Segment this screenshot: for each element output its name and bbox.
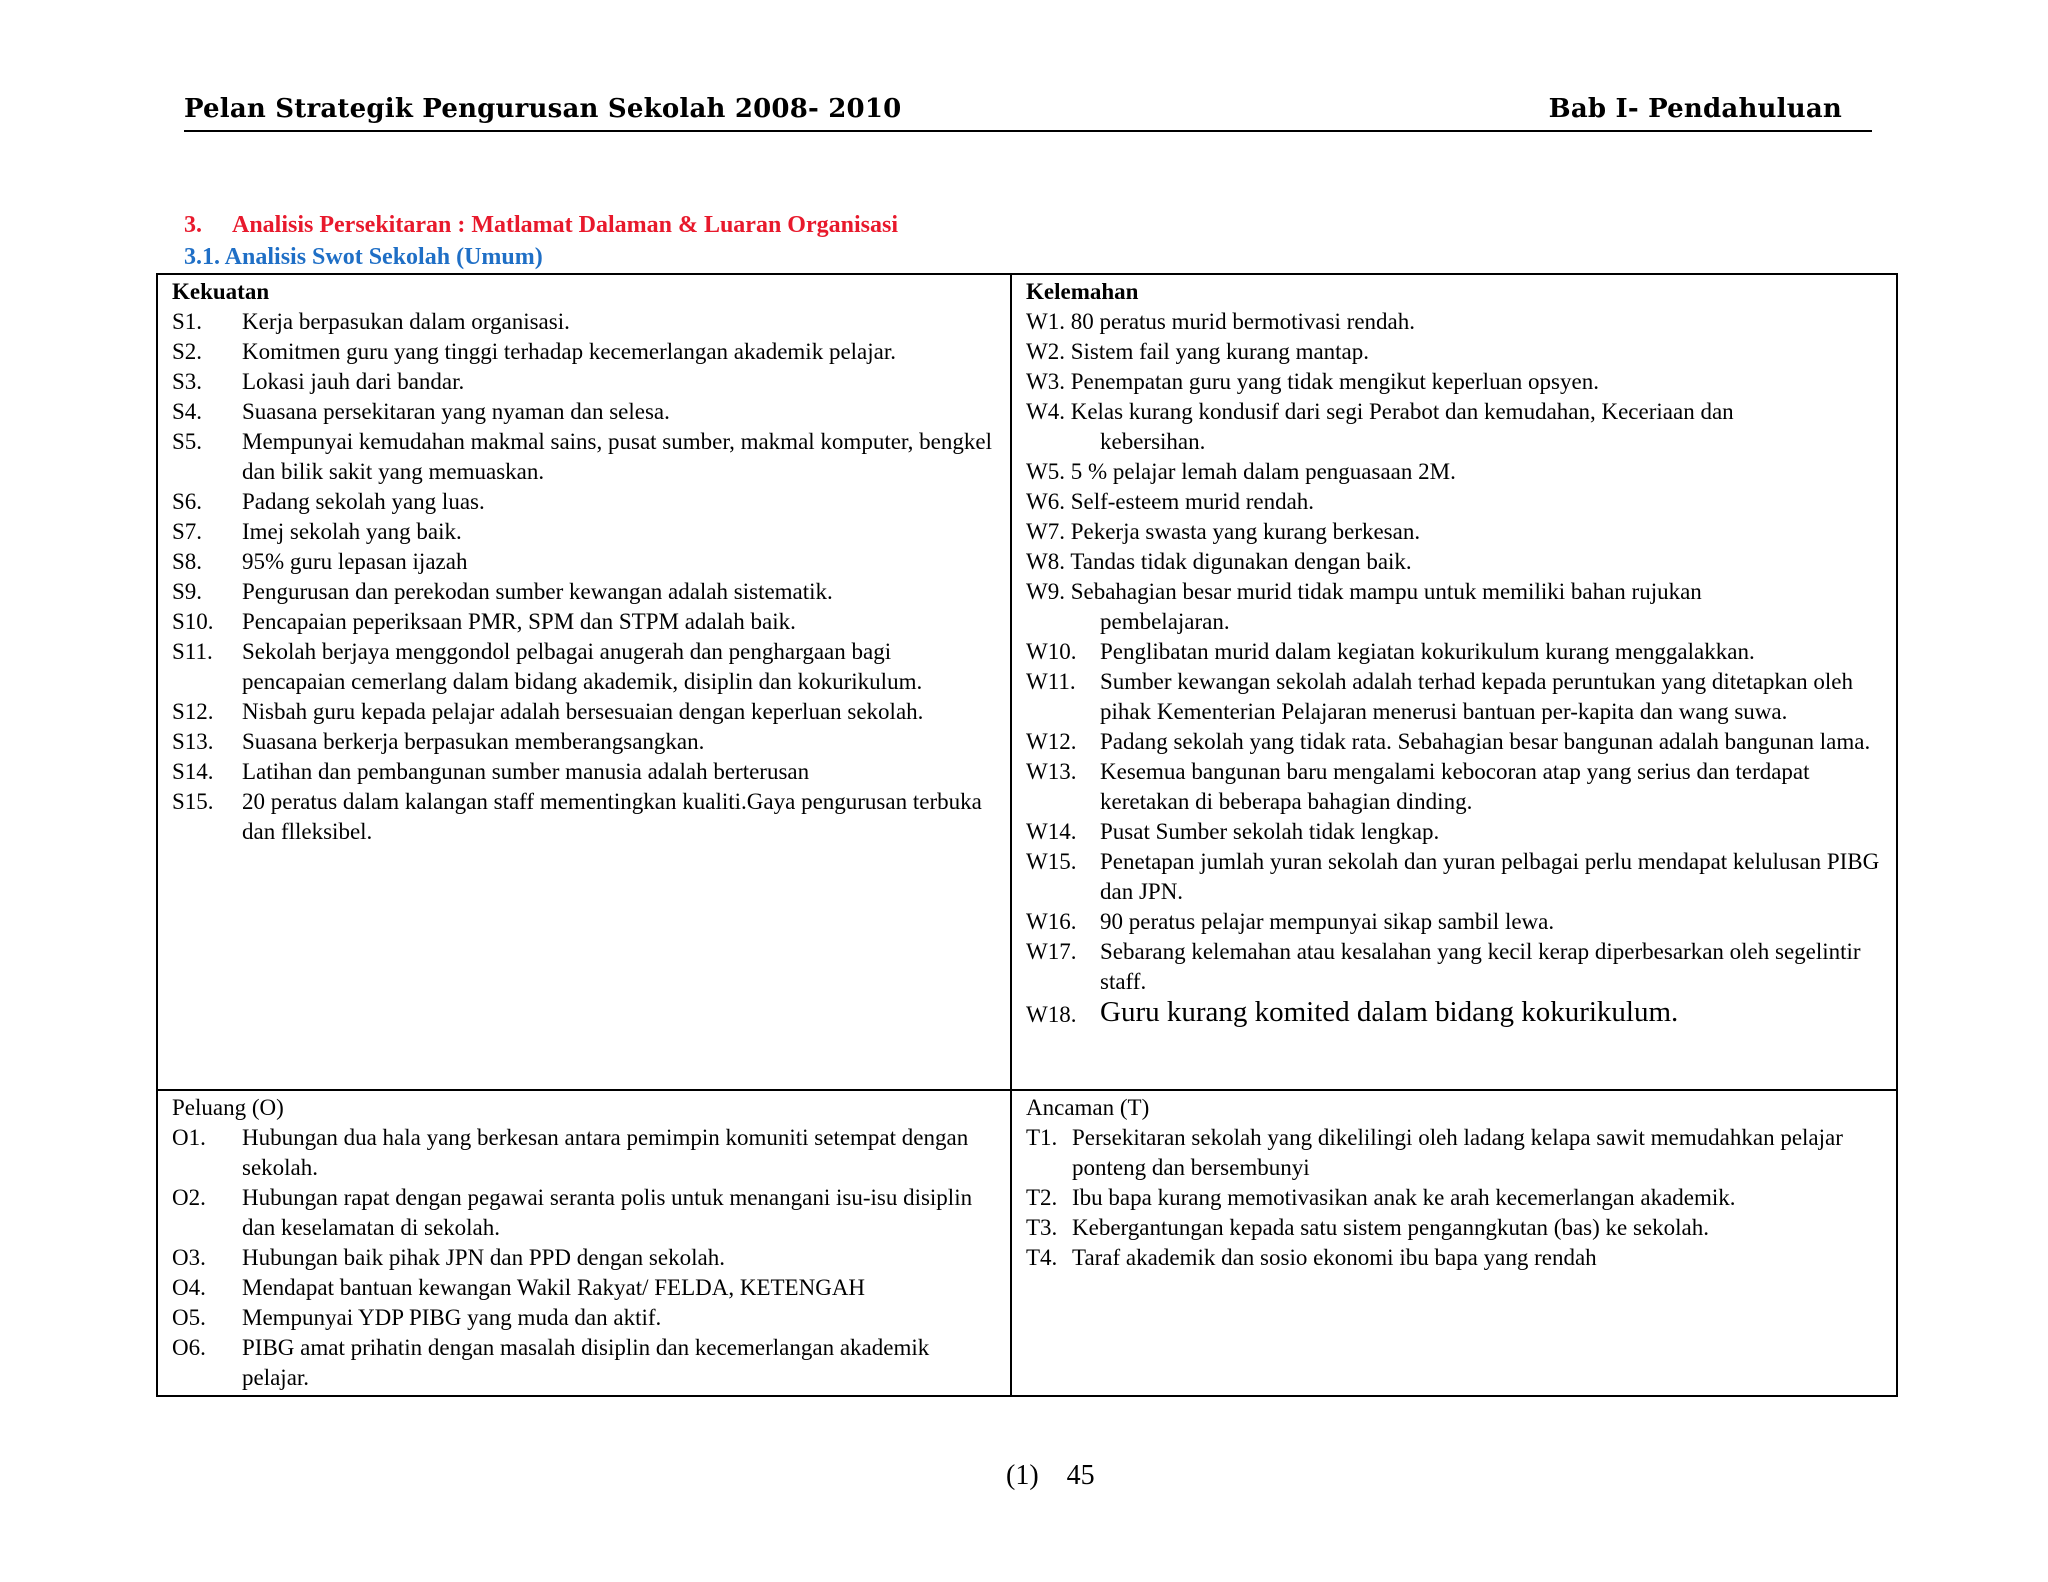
opportunities-cell	[157, 1090, 1011, 1396]
strength-item	[172, 697, 998, 727]
chapter-title: Bab I- Pendahuluan	[1548, 94, 1842, 124]
strengths-title: Kekuatan	[172, 279, 270, 304]
threat-item	[1026, 1183, 1884, 1213]
threat-item	[1026, 1243, 1884, 1273]
opportunity-item	[172, 1333, 998, 1393]
strength-item	[172, 727, 998, 757]
strength-text: 95% guru lepasan ijazah	[242, 549, 468, 574]
strength-code: S2.	[172, 339, 203, 364]
strength-text: Sekolah berjaya menggondol pelbagai anugerah dan penghargaan bagi pencapaian cemerlang dalam bidang akademik, disiplin dan kokurikulum.	[242, 639, 923, 694]
weakness-text: 80 peratus murid bermotivasi rendah.	[1070, 309, 1415, 334]
strength-code: S4.	[172, 399, 203, 424]
section-title: Analisis Persekitaran : Matlamat Dalaman & Luaran Organisasi	[232, 212, 898, 238]
strength-text: Suasana berkerja berpasukan memberangsangkan.	[242, 729, 705, 754]
opportunity-text: Hubungan dua hala yang berkesan antara pemimpin komuniti setempat dengan sekolah.	[242, 1125, 969, 1180]
weakness-text: 90 peratus pelajar mempunyai sikap sambil lewa.	[1100, 909, 1555, 934]
swot-table	[156, 273, 1898, 1397]
strength-code: S3.	[172, 369, 203, 394]
strength-code: S10.	[172, 609, 214, 634]
opportunity-text: PIBG amat prihatin dengan masalah disiplin dan kecemerlangan akademik pelajar.	[242, 1335, 930, 1390]
strength-text: Imej sekolah yang baik.	[242, 519, 462, 544]
weakness-text: Guru kurang komited dalam bidang kokurikulum.	[1100, 996, 1679, 1028]
weakness-item	[1026, 907, 1884, 937]
strength-item	[172, 607, 998, 637]
weakness-item	[1026, 637, 1884, 667]
weakness-code: W9.	[1026, 579, 1065, 604]
opportunity-code: O6.	[172, 1335, 206, 1360]
weakness-text: Kesemua bangunan baru mengalami kebocoran atap yang serius dan terdapat keretakan di beberapa bahagian dinding.	[1100, 759, 1810, 814]
weakness-code: W11.	[1026, 669, 1076, 694]
strength-text: Pencapaian peperiksaan PMR, SPM dan STPM adalah baik.	[242, 609, 796, 634]
section-number: 3.	[184, 212, 202, 238]
strength-item	[172, 307, 998, 337]
weakness-item	[1026, 397, 1884, 457]
page-number: (1) 45	[1006, 1460, 1095, 1491]
weakness-item	[1026, 757, 1884, 817]
threat-code: T3.	[1026, 1215, 1058, 1240]
threats-cell	[1011, 1090, 1897, 1396]
strength-item	[172, 517, 998, 547]
weakness-item	[1026, 997, 1884, 1030]
opportunity-code: O4.	[172, 1275, 206, 1300]
swot-row-external	[157, 1090, 1897, 1396]
weakness-code: W7.	[1026, 519, 1065, 544]
threat-text: Kebergantungan kepada satu sistem penganngkutan (bas) ke sekolah.	[1072, 1215, 1709, 1240]
opportunity-item	[172, 1243, 998, 1273]
strength-text: Pengurusan dan perekodan sumber kewangan adalah sistematik.	[242, 579, 833, 604]
weakness-item	[1026, 547, 1884, 577]
weakness-item	[1026, 367, 1884, 397]
strength-item	[172, 337, 998, 367]
weakness-item	[1026, 817, 1884, 847]
weakness-code: W16.	[1026, 909, 1077, 934]
strength-code: S5.	[172, 429, 203, 454]
weakness-text: Sebahagian besar murid tidak mampu untuk memiliki bahan rujukan	[1070, 579, 1702, 604]
weakness-item	[1026, 487, 1884, 517]
weakness-code: W12.	[1026, 729, 1077, 754]
weakness-text: Penglibatan murid dalam kegiatan kokurikulum kurang menggalakkan.	[1100, 639, 1755, 664]
strength-item	[172, 427, 998, 487]
strength-code: S11.	[172, 639, 213, 664]
strength-item	[172, 397, 998, 427]
weakness-text: Kelas kurang kondusif dari segi Perabot dan kemudahan, Keceriaan dan	[1070, 399, 1734, 424]
opportunity-code: O5.	[172, 1305, 206, 1330]
strength-code: S12.	[172, 699, 214, 724]
weakness-code: W18.	[1026, 1002, 1077, 1027]
threat-code: T1.	[1026, 1125, 1058, 1150]
threat-code: T2.	[1026, 1185, 1058, 1210]
weakness-text: Pusat Sumber sekolah tidak lengkap.	[1100, 819, 1440, 844]
opportunity-item	[172, 1273, 998, 1303]
strength-item	[172, 367, 998, 397]
weakness-item	[1026, 847, 1884, 907]
weakness-text: 5 % pelajar lemah dalam penguasaan 2M.	[1070, 459, 1456, 484]
strength-item	[172, 787, 998, 847]
weakness-code: W15.	[1026, 849, 1077, 874]
section-heading	[184, 212, 898, 239]
strength-text: Padang sekolah yang luas.	[242, 489, 485, 514]
threat-item	[1026, 1123, 1884, 1183]
weakness-text: Padang sekolah yang tidak rata. Sebahagian besar bangunan adalah bangunan lama.	[1100, 729, 1871, 754]
threat-text: Ibu bapa kurang memotivasikan anak ke arah kecemerlangan akademik.	[1072, 1185, 1736, 1210]
strength-code: S14.	[172, 759, 214, 784]
strength-text: Komitmen guru yang tinggi terhadap kecemerlangan akademik pelajar.	[242, 339, 896, 364]
threat-item	[1026, 1213, 1884, 1243]
weakness-code: W2.	[1026, 339, 1065, 364]
strength-code: S9.	[172, 579, 203, 604]
weakness-text: Pekerja swasta yang kurang berkesan.	[1070, 519, 1421, 544]
opportunity-text: Hubungan baik pihak JPN dan PPD dengan sekolah.	[242, 1245, 725, 1270]
weakness-code: W4.	[1026, 399, 1065, 424]
strength-item	[172, 487, 998, 517]
opportunity-text: Hubungan rapat dengan pegawai seranta polis untuk menangani isu-isu disiplin dan keselamatan di sekolah.	[242, 1185, 973, 1240]
weakness-code: W3.	[1026, 369, 1065, 394]
weakness-text: Sistem fail yang kurang mantap.	[1070, 339, 1370, 364]
weakness-text: Penempatan guru yang tidak mengikut keperluan opsyen.	[1070, 369, 1599, 394]
weakness-code: W10.	[1026, 639, 1077, 664]
strength-item	[172, 757, 998, 787]
weakness-item	[1026, 337, 1884, 367]
strength-text: Nisbah guru kepada pelajar adalah bersesuaian dengan keperluan sekolah.	[242, 699, 924, 724]
weakness-item	[1026, 577, 1884, 637]
weakness-item	[1026, 727, 1884, 757]
weakness-text: Tandas tidak digunakan dengan baik.	[1070, 549, 1412, 574]
strength-code: S6.	[172, 489, 203, 514]
document-title: Pelan Strategik Pengurusan Sekolah 2008- 2010	[184, 94, 902, 124]
weaknesses-title: Kelemahan	[1026, 279, 1139, 304]
weakness-code: W17.	[1026, 939, 1077, 964]
weakness-code: W8.	[1026, 549, 1065, 574]
opportunity-code: O2.	[172, 1185, 206, 1210]
weakness-item	[1026, 667, 1884, 727]
strength-text: Latihan dan pembangunan sumber manusia adalah berterusan	[242, 759, 810, 784]
weakness-code: W14.	[1026, 819, 1077, 844]
strength-item	[172, 547, 998, 577]
opportunity-item	[172, 1123, 998, 1183]
strength-code: S15.	[172, 789, 214, 814]
opportunity-item	[172, 1303, 998, 1333]
strengths-list	[172, 307, 998, 847]
weakness-item	[1026, 307, 1884, 337]
strength-text: Kerja berpasukan dalam organisasi.	[242, 309, 570, 334]
opportunity-code: O1.	[172, 1125, 206, 1150]
weakness-text: Sumber kewangan sekolah adalah terhad kepada peruntukan yang ditetapkan oleh pihak Kementerian Pelajaran menerusi bantuan per-kapita dan wang suwa.	[1100, 669, 1853, 724]
opportunity-item	[172, 1183, 998, 1243]
weakness-text-continued: kebersihan.	[1100, 429, 1206, 454]
strength-code: S7.	[172, 519, 203, 544]
strength-code: S8.	[172, 549, 203, 574]
swot-row-internal	[157, 274, 1897, 1090]
threat-text: Taraf akademik dan sosio ekonomi ibu bapa yang rendah	[1072, 1245, 1597, 1270]
opportunities-title: Peluang (O)	[172, 1095, 284, 1120]
weakness-item	[1026, 937, 1884, 997]
weakness-text: Penetapan jumlah yuran sekolah dan yuran pelbagai perlu mendapat kelulusan PIBG dan JPN.	[1100, 849, 1880, 904]
opportunities-list	[172, 1123, 998, 1393]
threat-code: T4.	[1026, 1245, 1058, 1270]
opportunity-text: Mendapat bantuan kewangan Wakil Rakyat/ FELDA, KETENGAH	[242, 1275, 866, 1300]
page-header	[184, 92, 1872, 132]
strength-text: 20 peratus dalam kalangan staff mementingkan kualiti.Gaya pengurusan terbuka dan flleksibel.	[242, 789, 982, 844]
weaknesses-cell	[1011, 274, 1897, 1090]
weakness-item	[1026, 457, 1884, 487]
strengths-cell	[157, 274, 1011, 1090]
strength-item	[172, 577, 998, 607]
strength-text: Lokasi jauh dari bandar.	[242, 369, 465, 394]
weakness-text: Sebarang kelemahan atau kesalahan yang kecil kerap diperbesarkan oleh segelintir staff.	[1100, 939, 1861, 994]
threats-list	[1026, 1123, 1884, 1273]
strength-code: S13.	[172, 729, 214, 754]
weakness-text: Self-esteem murid rendah.	[1070, 489, 1315, 514]
strength-text: Mempunyai kemudahan makmal sains, pusat sumber, makmal komputer, bengkel dan bilik sakit yang memuaskan.	[242, 429, 992, 484]
opportunity-text: Mempunyai YDP PIBG yang muda dan aktif.	[242, 1305, 662, 1330]
weakness-code: W5.	[1026, 459, 1065, 484]
strength-item	[172, 637, 998, 697]
weakness-code: W6.	[1026, 489, 1065, 514]
weaknesses-list	[1026, 307, 1884, 1030]
weakness-code: W1.	[1026, 309, 1065, 334]
weakness-text-continued: pembelajaran.	[1100, 609, 1230, 634]
subsection-heading: 3.1. Analisis Swot Sekolah (Umum)	[184, 244, 543, 270]
threat-text: Persekitaran sekolah yang dikelilingi oleh ladang kelapa sawit memudahkan pelajar ponteng dan bersembunyi	[1072, 1125, 1843, 1180]
opportunity-code: O3.	[172, 1245, 206, 1270]
threats-title: Ancaman (T)	[1026, 1095, 1150, 1120]
strength-code: S1.	[172, 309, 203, 334]
strength-text: Suasana persekitaran yang nyaman dan selesa.	[242, 399, 670, 424]
weakness-code: W13.	[1026, 759, 1077, 784]
weakness-item	[1026, 517, 1884, 547]
